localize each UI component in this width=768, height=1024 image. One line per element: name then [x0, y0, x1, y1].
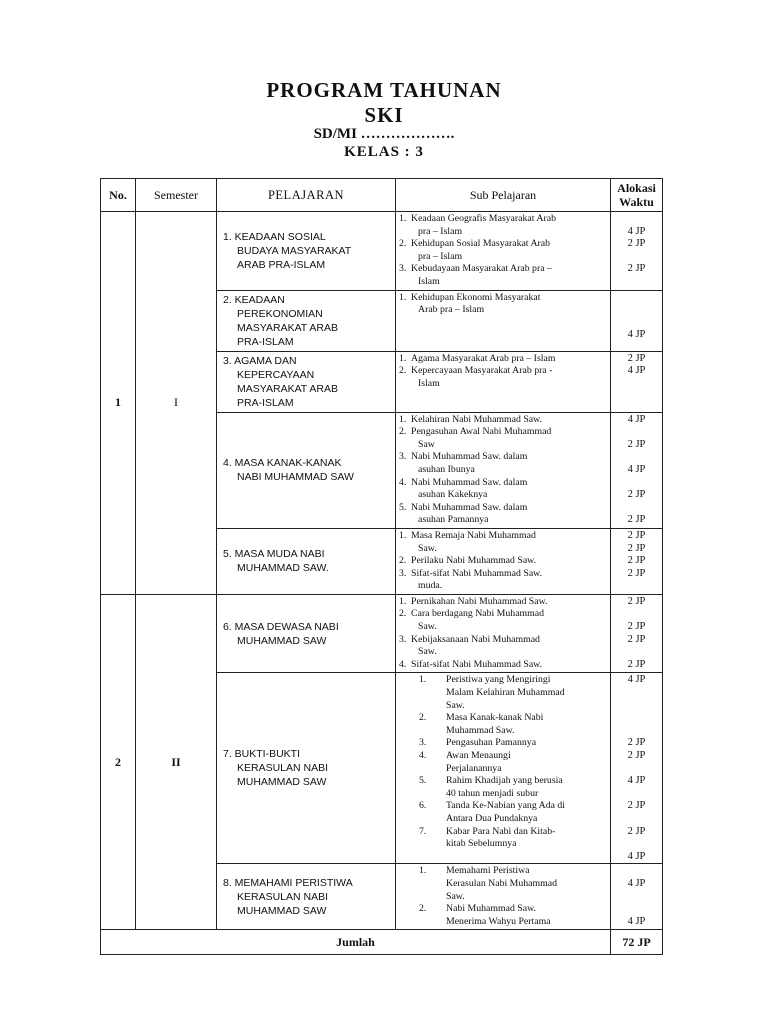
time-value: 4 JP — [627, 225, 646, 237]
class-line: KELAS : 3 — [344, 144, 424, 160]
lesson-title-line: NABI MUHAMMAD SAW — [237, 471, 354, 484]
sub-lesson-number: 1. — [399, 413, 407, 425]
sub-lessons — [396, 212, 611, 291]
doc-subject: SKI — [364, 103, 404, 127]
time-value: 2 JP — [627, 737, 646, 749]
lesson-title — [217, 594, 396, 673]
time-value — [611, 687, 662, 700]
sub-lessons — [396, 528, 611, 594]
semester-number: 1 — [101, 212, 136, 595]
sub-lesson-number: 3. — [399, 633, 407, 645]
sub-lesson-item — [399, 674, 607, 712]
time-value — [611, 317, 662, 330]
sub-lesson-number: 1. — [419, 674, 427, 686]
time-allocation — [611, 351, 663, 412]
time-value: 4 JP — [627, 775, 646, 787]
time-value — [611, 712, 662, 725]
sub-lesson-text: Nabi Muhammad Saw. dalam — [411, 501, 528, 513]
sub-lesson-item — [399, 502, 607, 527]
sub-lesson-text: Kelahiran Nabi Muhammad Saw. — [411, 413, 543, 425]
sub-lesson-number: 2. — [399, 555, 407, 567]
sub-lesson-text-cont: Islam — [418, 275, 440, 287]
lesson-title — [217, 212, 396, 291]
sub-lesson-text-cont: kitab Sebelumnya — [446, 838, 517, 850]
sub-lesson-text-cont: asuhan Kakeknya — [418, 489, 488, 501]
sub-lesson-number: 2. — [399, 608, 407, 620]
table-header-row — [101, 179, 663, 212]
sub-lesson-text: Memahami Peristiwa — [446, 865, 530, 877]
header-no: No. — [101, 179, 136, 212]
time-value: 2 JP — [627, 658, 646, 670]
header-alokasi-line1: Alokasi — [617, 181, 656, 195]
sub-lesson-item — [399, 659, 607, 672]
sub-lesson-text-cont: Malam Kelahiran Muhammad — [446, 687, 565, 699]
sub-lesson-text-cont: 40 tahun menjadi subur — [446, 787, 539, 799]
time-value: 2 JP — [627, 621, 646, 633]
lesson-title-line: 2. KEADAAN — [223, 293, 285, 306]
sub-lesson-number: 1. — [419, 865, 427, 877]
sub-lesson-text: Sifat-sifat Nabi Muhammad Saw. — [411, 658, 543, 670]
time-value — [611, 608, 662, 621]
sub-lesson-item — [399, 365, 607, 390]
sub-lesson-text-cont: Antara Dua Pundaknya — [446, 812, 538, 824]
sub-lesson-item — [399, 555, 607, 568]
sub-lessons — [396, 864, 611, 930]
sub-lesson-item — [399, 426, 607, 451]
time-value — [611, 700, 662, 713]
lesson-title-line: KERASULAN NABI — [237, 890, 329, 903]
sub-lesson-number: 2. — [419, 903, 427, 915]
time-value — [611, 865, 662, 878]
sub-lesson-text: Kehidupan Ekonomi Masyarakat — [411, 291, 541, 303]
sub-lesson-text-cont: Saw. — [446, 890, 465, 902]
sub-lesson-item — [399, 800, 607, 825]
sub-lesson-text-cont: Saw. — [418, 621, 437, 633]
time-value — [611, 477, 662, 490]
time-value: 2 JP — [627, 514, 646, 526]
semester-number: 2 — [101, 594, 136, 929]
sub-lesson-number: 5. — [419, 775, 427, 787]
sub-lesson-item — [399, 750, 607, 775]
time-value — [611, 903, 662, 916]
time-value: 2 JP — [627, 567, 646, 579]
time-value: 2 JP — [627, 750, 646, 761]
lesson-title — [217, 412, 396, 528]
lesson-title-line: MASYARAKAT ARAB — [237, 321, 338, 334]
time-value: 4 JP — [627, 413, 646, 425]
lesson-title — [217, 673, 396, 864]
time-value — [611, 725, 662, 738]
time-value — [611, 502, 662, 515]
sub-lesson-text: Perilaku Nabi Muhammad Saw. — [411, 555, 537, 567]
sub-lesson-number: 5. — [399, 501, 407, 513]
school-line: SD/MI ………………. — [313, 126, 455, 142]
time-value: 2 JP — [627, 542, 646, 554]
header-pelajaran: PELAJARAN — [217, 179, 396, 212]
header-semester: Semester — [136, 179, 217, 212]
time-value: 2 JP — [627, 800, 646, 812]
sub-lesson-text: Tanda Ke-Nabian yang Ada di — [446, 800, 566, 812]
lesson-title-line: MUHAMMAD SAW — [237, 634, 327, 647]
lesson-title-line: KERASULAN NABI — [237, 762, 329, 775]
lesson-title-line: 5. MASA MUDA NABI — [223, 548, 325, 561]
sub-lesson-text: Cara berdagang Nabi Muhammad — [411, 608, 545, 620]
table-body — [101, 212, 663, 930]
time-value: 4 JP — [627, 915, 646, 927]
lesson-title-line: BUDAYA MASYARAKAT — [237, 244, 352, 257]
time-value — [611, 251, 662, 264]
sub-lesson-text: Keadaan Geografis Masyarakat Arab — [411, 213, 556, 224]
sub-lesson-number: 1. — [399, 352, 407, 364]
sub-lesson-text-cont: Kerasulan Nabi Muhammad — [446, 877, 557, 889]
time-value: 2 JP — [627, 555, 646, 567]
time-value: 4 JP — [627, 850, 646, 862]
sub-lesson-item — [399, 451, 607, 476]
lesson-title — [217, 864, 396, 930]
sub-lesson-text-cont: Saw. — [446, 699, 465, 711]
time-value — [611, 891, 662, 904]
lesson-title — [217, 351, 396, 412]
sub-lesson-number: 2. — [399, 238, 407, 250]
sub-lesson-item — [399, 477, 607, 502]
time-value: 2 JP — [627, 489, 646, 501]
time-value: 4 JP — [627, 329, 646, 341]
semester-label: I — [136, 212, 217, 595]
time-allocation — [611, 412, 663, 528]
sub-lesson-text: Kabar Para Nabi dan Kitab- — [446, 825, 556, 837]
lesson-title — [217, 528, 396, 594]
time-value — [611, 646, 662, 659]
lesson-title-line: ARAB PRA-ISLAM — [237, 258, 326, 271]
time-allocation — [611, 290, 663, 351]
time-value — [611, 213, 662, 226]
sub-lesson-item — [399, 530, 607, 555]
time-value: 2 JP — [627, 633, 646, 645]
lesson-title-line: MUHAMMAD SAW. — [237, 562, 329, 575]
sub-lesson-item — [399, 634, 607, 659]
header-sub-pelajaran: Sub Pelajaran — [396, 179, 611, 212]
time-value: 4 JP — [627, 463, 646, 475]
sub-lesson-text: Nabi Muhammad Saw. dalam — [411, 476, 528, 488]
sub-lesson-number: 1. — [399, 529, 407, 541]
sub-lesson-text: Kehidupan Sosial Masyarakat Arab — [411, 238, 551, 250]
sub-lesson-item — [399, 775, 607, 800]
time-value — [611, 426, 662, 439]
sub-lesson-number: 3. — [399, 263, 407, 275]
sub-lesson-item — [399, 414, 607, 427]
time-allocation — [611, 673, 663, 864]
sub-lesson-item — [399, 608, 607, 633]
time-value — [611, 763, 662, 776]
sub-lesson-number: 2. — [399, 365, 407, 377]
sub-lesson-item — [399, 826, 607, 851]
sub-lesson-text: Masa Kanak-kanak Nabi — [446, 712, 544, 724]
sub-lessons — [396, 351, 611, 412]
sub-lesson-item — [399, 596, 607, 609]
sub-lesson-text-cont: Menerima Wahyu Pertama — [446, 915, 551, 927]
time-value: 2 JP — [627, 825, 646, 837]
lesson-title-line: PRA-ISLAM — [237, 335, 294, 348]
sub-lesson-text-cont: pra – Islam — [418, 225, 463, 237]
header-alokasi — [611, 179, 663, 212]
sub-lesson-item — [399, 737, 607, 750]
sub-lesson-number: 2. — [399, 426, 407, 438]
time-value: 2 JP — [627, 263, 646, 275]
lesson-title-line: MASYARAKAT ARAB — [237, 382, 338, 395]
sub-lesson-number: 1. — [399, 291, 407, 303]
time-value: 4 JP — [627, 674, 646, 686]
sub-lesson-text-cont: Perjalanannya — [446, 762, 502, 774]
sub-lesson-text: Agama Masyarakat Arab pra – Islam — [411, 352, 556, 364]
sub-lesson-item — [399, 292, 607, 317]
sub-lesson-item — [399, 213, 607, 238]
sub-lesson-text: Sifat-sifat Nabi Muhammad Saw. — [411, 567, 543, 579]
sub-lesson-item — [399, 263, 607, 288]
sub-lesson-text-cont: Saw. — [418, 646, 437, 658]
sub-lesson-text: Awan Menaungi — [446, 750, 511, 761]
lesson-title-line: 7. BUKTI-BUKTI — [223, 748, 301, 761]
doc-title: PROGRAM TAHUNAN — [266, 78, 502, 102]
sub-lesson-item — [399, 353, 607, 366]
lesson-title-line: MUHAMMAD SAW — [237, 904, 327, 917]
table-row — [101, 212, 663, 291]
program-table — [100, 178, 663, 955]
lesson-title-line: PRA-ISLAM — [237, 396, 294, 409]
sub-lesson-number: 3. — [399, 567, 407, 579]
time-value — [611, 813, 662, 826]
sub-lesson-item — [399, 238, 607, 263]
total-row — [101, 930, 663, 955]
sub-lesson-text: Pengasuhan Pamannya — [446, 737, 537, 749]
time-value: 4 JP — [627, 877, 646, 889]
sub-lesson-number: 3. — [419, 737, 427, 749]
sub-lesson-text-cont: pra – Islam — [418, 250, 463, 262]
time-allocation — [611, 864, 663, 930]
sub-lessons — [396, 594, 611, 673]
time-value — [611, 788, 662, 801]
sub-lesson-text: Peristiwa yang Mengiringi — [446, 674, 551, 686]
sub-lessons — [396, 673, 611, 864]
sub-lesson-number: 3. — [399, 451, 407, 463]
semester-label: II — [136, 594, 217, 929]
lesson-title-line: PEREKONOMIAN — [237, 307, 323, 320]
sub-lesson-text: Nabi Muhammad Saw. dalam — [411, 451, 528, 463]
sub-lesson-number: 4. — [399, 658, 407, 670]
time-value: 2 JP — [627, 438, 646, 450]
sub-lesson-number: 6. — [419, 800, 427, 812]
time-allocation — [611, 528, 663, 594]
lesson-title-line: 4. MASA KANAK-KANAK — [223, 457, 342, 470]
sub-lesson-text: Masa Remaja Nabi Muhammad — [411, 529, 536, 541]
time-value — [611, 292, 662, 305]
lesson-title-line: KEPERCAYAAN — [237, 368, 315, 381]
time-value — [611, 838, 662, 851]
sub-lesson-number: 4. — [399, 476, 407, 488]
sub-lesson-text: Kebijaksanaan Nabi Muhammad — [411, 633, 540, 645]
time-allocation — [611, 594, 663, 673]
time-value — [611, 451, 662, 464]
lesson-title-line: 1. KEADAAN SOSIAL — [223, 230, 326, 243]
sub-lesson-text: Pengasuhan Awal Nabi Muhammad — [411, 426, 552, 438]
table-row — [101, 594, 663, 673]
sub-lesson-number: 2. — [419, 712, 427, 724]
sub-lesson-number: 7. — [419, 825, 427, 837]
time-allocation — [611, 212, 663, 291]
sub-lesson-number: 1. — [399, 595, 407, 607]
sub-lesson-item — [399, 865, 607, 903]
sub-lesson-text-cont: Saw. — [418, 542, 437, 554]
total-label: Jumlah — [101, 930, 611, 955]
sub-lesson-text-cont: Arab pra – Islam — [418, 304, 485, 316]
lesson-title-line: MUHAMMAD SAW — [237, 776, 327, 789]
sub-lesson-text-cont: muda. — [418, 580, 443, 592]
sub-lesson-text: Kepercayaan Masyarakat Arab pra - — [411, 365, 553, 377]
sub-lesson-item — [399, 712, 607, 737]
sub-lesson-number: 4. — [419, 750, 427, 761]
sub-lesson-text-cont: Muhammad Saw. — [446, 724, 515, 736]
time-value — [611, 304, 662, 317]
total-value: 72 JP — [611, 930, 663, 955]
lesson-title — [217, 290, 396, 351]
sub-lesson-text-cont: Islam — [418, 377, 440, 389]
sub-lesson-text: Nabi Muhammad Saw. — [446, 903, 536, 915]
time-value: 2 JP — [627, 238, 646, 250]
time-value: 4 JP — [627, 365, 646, 377]
sub-lesson-text-cont: Saw — [418, 438, 435, 450]
sub-lesson-text: Pernikahan Nabi Muhammad Saw. — [411, 595, 548, 607]
sub-lessons — [396, 412, 611, 528]
lesson-title-line: 8. MEMAHAMI PERISTIWA — [223, 876, 353, 889]
sub-lesson-number: 1. — [399, 213, 407, 224]
sub-lesson-text: Kebudayaan Masyarakat Arab pra – — [411, 263, 552, 275]
header-alokasi-line2: Waktu — [619, 195, 654, 209]
time-value: 2 JP — [627, 595, 646, 607]
sub-lessons — [396, 290, 611, 351]
lesson-title-line: 3. AGAMA DAN — [223, 354, 297, 367]
time-value: 2 JP — [627, 529, 646, 541]
lesson-title-line: 6. MASA DEWASA NABI — [223, 620, 339, 633]
time-value: 2 JP — [627, 352, 646, 364]
sub-lesson-text-cont: asuhan Pamannya — [418, 514, 489, 526]
sub-lesson-text: Rahim Khadijah yang berusia — [446, 775, 563, 787]
sub-lesson-text-cont: asuhan Ibunya — [418, 463, 475, 475]
sub-lesson-item — [399, 903, 607, 928]
sub-lesson-item — [399, 568, 607, 593]
